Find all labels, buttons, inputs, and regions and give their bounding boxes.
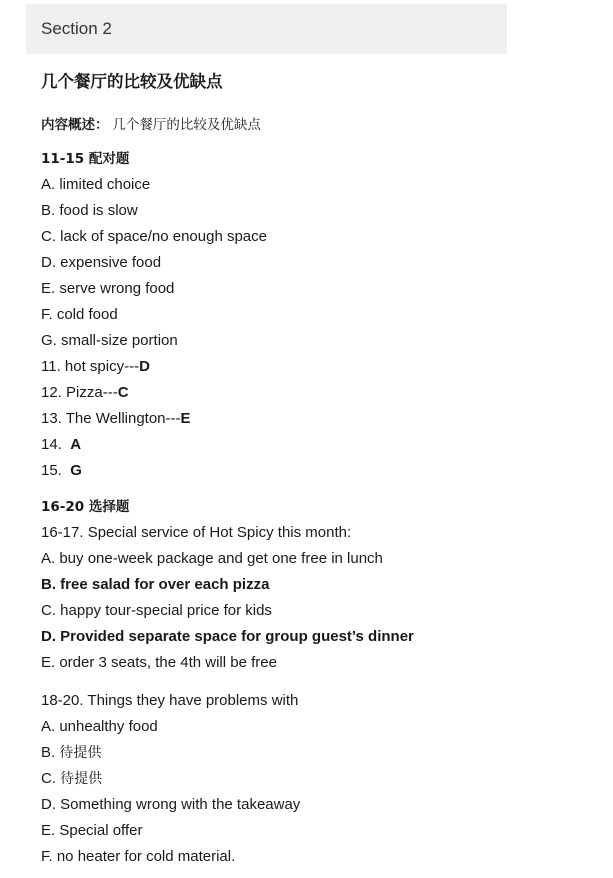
answer-question: 14. bbox=[41, 436, 67, 453]
matching-heading: 11-15 配对题 bbox=[41, 151, 130, 167]
section-label: Section 2 bbox=[41, 19, 112, 38]
matching-option: B. food is slow bbox=[41, 202, 138, 219]
option-text: Special offer bbox=[59, 822, 143, 839]
summary-text: 几个餐厅的比较及优缺点 bbox=[112, 117, 261, 133]
matching-answer-row bbox=[41, 458, 601, 484]
answer-question: 11. hot spicy--- bbox=[41, 358, 140, 375]
document-body bbox=[41, 68, 601, 870]
answer-letter: A bbox=[70, 436, 82, 453]
matching-options-list bbox=[41, 172, 601, 354]
choice-option: E. order 3 seats, the 4th will be free bbox=[41, 654, 277, 671]
choice-option-correct: D. Provided separate space for group guest’s dinner bbox=[41, 628, 414, 645]
choice-option bbox=[41, 714, 601, 740]
choice-option bbox=[41, 766, 601, 792]
option-prefix: C. bbox=[41, 770, 61, 787]
question-16-17 bbox=[41, 520, 601, 676]
choice-option: A. buy one-week package and get one free in lunch bbox=[41, 550, 383, 567]
page-title: 几个餐厅的比较及优缺点 bbox=[41, 72, 223, 91]
option-text: unhealthy food bbox=[59, 718, 158, 735]
content-summary bbox=[41, 114, 601, 134]
choice-option: C. happy tour-special price for kids bbox=[41, 602, 272, 619]
question-prompt: 18-20. Things they have problems with bbox=[41, 692, 299, 709]
answer-question: 15. bbox=[41, 462, 67, 479]
option-prefix: E. bbox=[41, 822, 60, 839]
matching-option: C. lack of space/no enough space bbox=[41, 228, 267, 245]
question-18-20 bbox=[41, 688, 601, 870]
matching-option: E. serve wrong food bbox=[41, 280, 175, 297]
answer-letter: C bbox=[117, 384, 129, 401]
question-prompt: 16-17. Special service of Hot Spicy this month: bbox=[41, 524, 352, 541]
answer-letter: G bbox=[70, 462, 82, 479]
matching-option: D. expensive food bbox=[41, 254, 162, 271]
option-text: Something wrong with the takeaway bbox=[60, 796, 301, 813]
option-prefix: D. bbox=[41, 796, 61, 813]
section-header bbox=[26, 4, 507, 54]
matching-answers-list bbox=[41, 354, 601, 484]
option-prefix: A. bbox=[41, 718, 60, 735]
matching-option: F. cold food bbox=[41, 306, 118, 323]
answer-letter: E bbox=[180, 410, 191, 427]
summary-label: 内容概述 bbox=[41, 117, 95, 133]
matching-answer-row bbox=[41, 354, 601, 380]
choice-option bbox=[41, 818, 601, 844]
answer-question: 12. Pizza--- bbox=[41, 384, 118, 401]
answer-question: 13. The Wellington--- bbox=[41, 410, 181, 427]
matching-answer-row bbox=[41, 432, 601, 458]
option-prefix: F. bbox=[41, 848, 57, 865]
summary-separator: ： bbox=[95, 117, 109, 133]
answer-letter: D bbox=[139, 358, 150, 375]
matching-answer-row bbox=[41, 380, 601, 406]
choice-option bbox=[41, 792, 601, 818]
choice-heading: 16-20 选择题 bbox=[41, 499, 130, 515]
option-text: 待提供 bbox=[59, 745, 102, 761]
choice-option-correct: B. free salad for over each pizza bbox=[41, 576, 270, 593]
option-text: no heater for cold material. bbox=[56, 848, 236, 865]
matching-option: G. small-size portion bbox=[41, 332, 178, 349]
choice-option bbox=[41, 740, 601, 766]
option-text: 待提供 bbox=[60, 771, 103, 787]
matching-answer-row bbox=[41, 406, 601, 432]
choice-option bbox=[41, 844, 601, 870]
matching-option: A. limited choice bbox=[41, 176, 151, 193]
option-prefix: B. bbox=[41, 744, 60, 761]
